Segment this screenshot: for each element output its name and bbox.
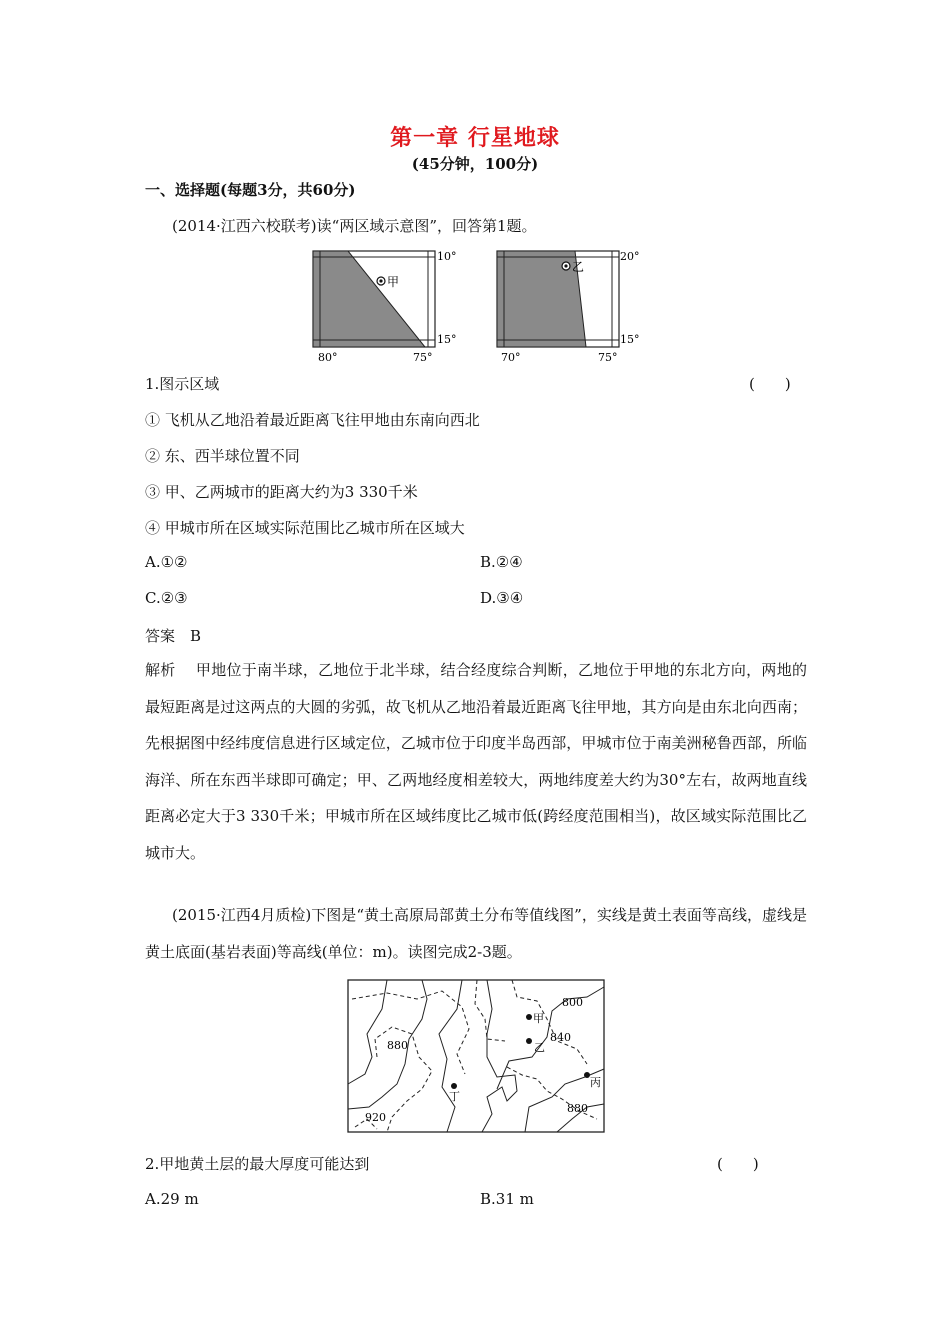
point-yi: 乙	[534, 1041, 545, 1054]
left-lon-left: 80°	[318, 351, 338, 364]
question1-answer-bracket: ( )	[749, 375, 791, 393]
left-lat-bottom: 15°	[437, 333, 457, 346]
right-lat-bottom: 15°	[620, 333, 640, 346]
contour-label-840: 840	[550, 1031, 571, 1044]
question2-option-a: A.29 m	[145, 1190, 199, 1208]
left-region-map	[313, 250, 457, 364]
question2-stem: 2.甲地黄土层的最大厚度可能达到	[145, 1155, 370, 1173]
chapter-title: 第一章 行星地球	[390, 125, 560, 151]
right-lon-right: 75°	[598, 351, 618, 364]
question1-analysis: 解析 甲地位于南半球，乙地位于北半球，结合经度综合判断，乙地位于甲地的东北方向，两地的最短距离是过这两点的大圆的劣弧，故飞机从乙地沿着最近距离飞往甲地，其方向是由东北向西南；先根据图中经纬度信息进行区域定位，乙城市位于印度半岛西部，甲城市位于南美洲秘鲁西部，所临海洋、所在东西半球即可确定；甲、乙两地经度相差较大，两地纬度差大约为30°左右，故两地直线距离必定大于3 330千米；甲城市所在区域纬度比乙城市低(跨经度范围相当)，故区域实际范围比乙城市大。	[145, 661, 807, 862]
two-region-map-figure	[308, 245, 648, 367]
contour-label-800: 800	[562, 996, 583, 1009]
question1-statement-3: ③ 甲、乙两城市的距离大约为3 330千米	[145, 483, 418, 501]
point-jia: 甲	[533, 1012, 544, 1025]
contour-label-880-right: 880	[567, 1102, 588, 1115]
question1-statement-4: ④ 甲城市所在区域实际范围比乙城市所在区域大	[145, 519, 465, 537]
right-lon-left: 70°	[501, 351, 521, 364]
question1-stem: 1.图示区域	[145, 375, 220, 393]
question1-answer: 答案 B	[145, 627, 202, 645]
question1-statement-1: ① 飞机从乙地沿着最近距离飞往甲地由东南向西北	[145, 411, 480, 429]
question1-option-a: A.①②	[145, 553, 188, 571]
question1-option-d: D.③④	[480, 589, 524, 607]
question2-answer-bracket: ( )	[717, 1155, 759, 1173]
contour-label-920: 920	[365, 1111, 386, 1124]
right-region-map	[497, 250, 640, 364]
point-bing: 丙	[590, 1076, 601, 1089]
exam-duration-score: (45分钟，100分)	[411, 155, 539, 173]
question2-option-b: B.31 m	[480, 1190, 534, 1208]
question2-intro: (2015·江西4月质检)下图是“黄土高原局部黄土分布等值线图”，实线是黄土表面等高线，虚线是黄土底面(基岩表面)等高线(单位：m)。读图完成2-3题。	[145, 906, 807, 961]
left-lat-top: 10°	[437, 250, 457, 263]
question1-option-b: B.②④	[480, 553, 523, 571]
section-heading: 一、选择题(每题3分，共60分)	[145, 181, 356, 199]
right-lat-top: 20°	[620, 250, 640, 263]
left-lon-right: 75°	[413, 351, 433, 364]
point-jia-label: 甲	[387, 275, 400, 289]
point-yi-label: 乙	[572, 260, 585, 274]
question1-statement-2: ② 东、西半球位置不同	[145, 447, 300, 465]
loess-contour-map	[347, 979, 605, 1134]
question1-option-c: C.②③	[145, 589, 188, 607]
question1-intro: (2014·江西六校联考)读“两区域示意图”，回答第1题。	[172, 217, 537, 235]
point-ding: 丁	[449, 1090, 460, 1103]
contour-label-880-left: 880	[387, 1039, 408, 1052]
